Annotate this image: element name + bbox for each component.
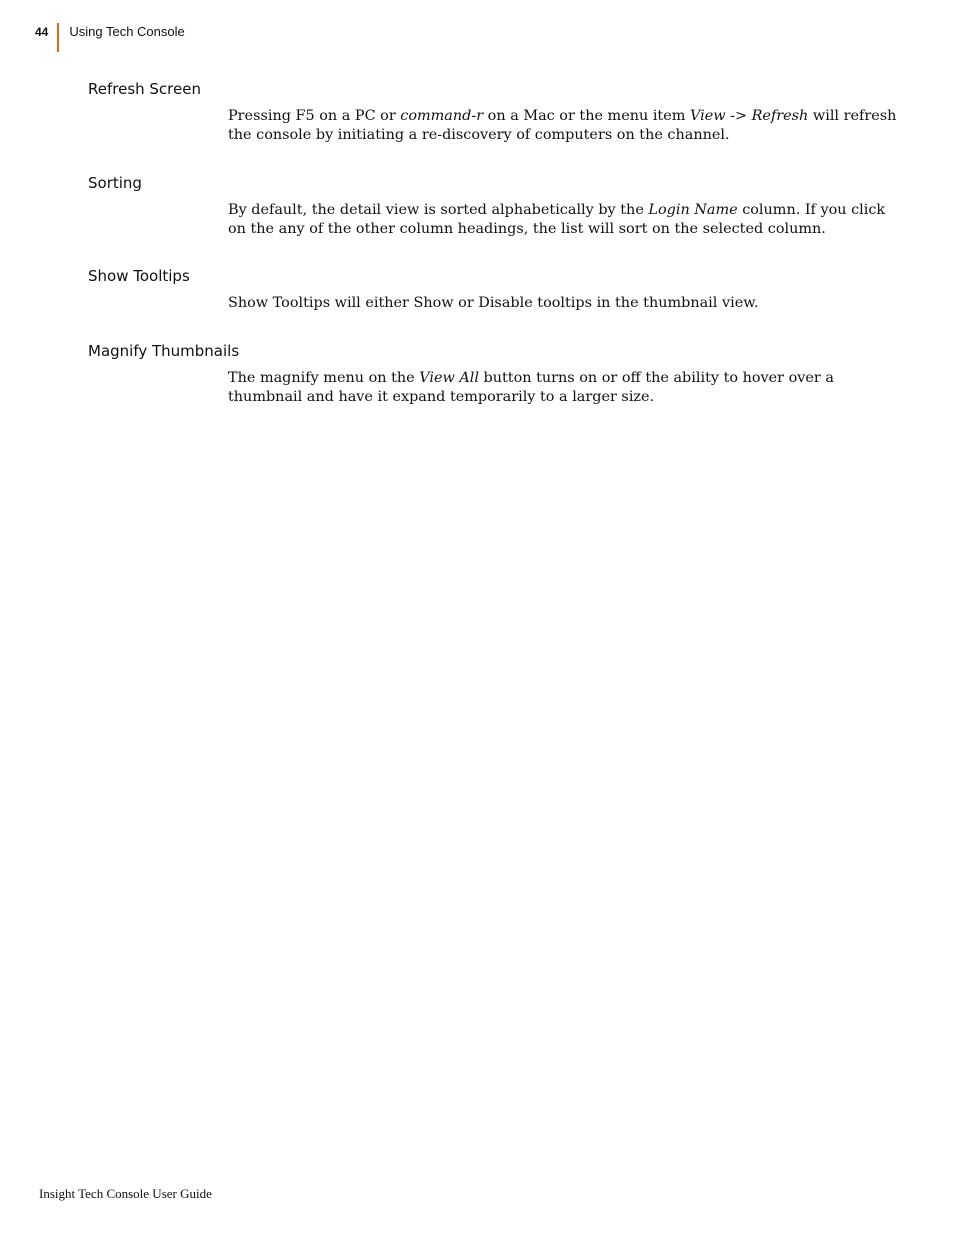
section-refresh-screen <box>88 80 908 145</box>
body-text: By default, the detail view is sorted alphabetically by the <box>228 202 649 218</box>
body-text: column. If you click on the any of the other column headings, the list will sort on the selected column. <box>228 202 886 237</box>
body-text: Pressing F5 on a PC or <box>228 108 401 124</box>
emphasis-text: View All <box>419 370 479 386</box>
page-footer: Insight Tech Console User Guide <box>39 1186 212 1201</box>
emphasis-text: View -> Refresh <box>689 108 809 124</box>
section-body <box>228 369 900 407</box>
section-body <box>228 294 900 313</box>
section-heading: Magnify Thumbnails <box>88 342 240 360</box>
section-heading: Show Tooltips <box>88 267 190 285</box>
section-magnify-thumbnails <box>88 342 908 407</box>
body-text: The magnify menu on the <box>228 370 420 386</box>
body-text: button turns on or off the ability to hover over a thumbnail and have it expand temporarily to a larger size. <box>228 370 834 405</box>
section-body <box>228 201 900 239</box>
header-title: Using Tech Console <box>69 24 185 39</box>
section-show-tooltips <box>88 267 908 313</box>
section-heading: Sorting <box>88 174 142 192</box>
page-header <box>35 23 185 53</box>
page-number: 44 <box>35 25 49 39</box>
emphasis-text: Login Name <box>648 202 738 218</box>
body-text: will refresh the console by initiating a re-discovery of computers on the channel. <box>228 108 897 143</box>
section-sorting <box>88 174 908 239</box>
body-text: Show Tooltips will either Show or Disable tooltips in the thumbnail view. <box>228 295 759 311</box>
header-divider <box>57 23 59 52</box>
section-heading: Refresh Screen <box>88 80 201 98</box>
body-text: on a Mac or the menu item <box>483 108 690 124</box>
emphasis-text: command-r <box>400 108 484 124</box>
section-body <box>228 107 900 145</box>
